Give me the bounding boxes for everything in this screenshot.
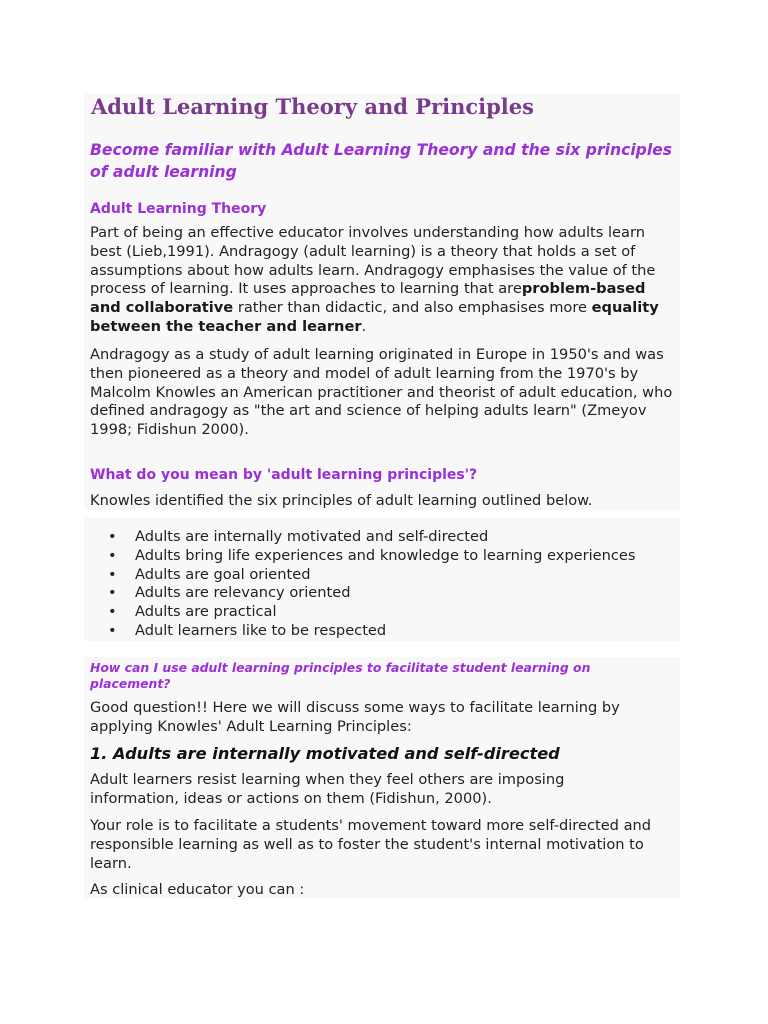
theory-paragraph [90, 224, 680, 337]
page-title: Adult Learning Theory and Principles [91, 94, 534, 119]
facilitate-question: How can I use adult learning principles to facilitate student learning on placement? [90, 660, 591, 691]
list-item: • Adults are internally motivated and self-directed [135, 528, 636, 547]
list-item: • Adults are practical [135, 603, 636, 622]
principle-1-paragraph-role: Your role is to facilitate a students' movement toward more self-directed and responsible learning as well as to foster the student's internal motivation to learn. [90, 817, 652, 872]
theory-text-3: . [361, 317, 367, 335]
list-item: • Adults are relevancy oriented [135, 584, 636, 603]
theory-text-2: rather than didactic, and also emphasises more [233, 299, 592, 317]
principle-1-heading: 1. Adults are internally motivated and self-directed [90, 744, 560, 763]
principles-question [90, 466, 477, 484]
list-item: • Adults are goal oriented [135, 566, 636, 585]
andragogy-paragraph: Andragogy as a study of adult learning originated in Europe in 1950's and was then pioneered as a theory and model of adult learning from the 1970's by Malcolm Knowles an American practitioner and theorist of adult education, who defined andragogy as "the art and science of helping adults learn" (Zmeyov 1998; Fidishun 2000). [90, 346, 673, 439]
principles-intro: Knowles identified the six principles of adult learning outlined below. [90, 492, 593, 509]
principle-1-paragraph-clinical: As clinical educator you can : [90, 881, 305, 898]
principles-question-rest: hat do you mean by 'adult learning principles'? [105, 467, 478, 483]
principles-question-initial: W [90, 467, 106, 483]
page-subtitle: Become familiar with Adult Learning Theory and the six principles of adult learning [90, 141, 673, 181]
list-item: • Adult learners like to be respected [135, 622, 636, 641]
list-item: • Adults bring life experiences and knowledge to learning experiences [135, 547, 636, 566]
theory-bold-equality: equality between the teacher and learner [90, 299, 659, 335]
theory-text-1: Part of being an effective educator involves understanding how adults learn best (Lieb,1991). Andragogy (adult learning) is a theory that holds a set of assumptions about how adults learn. Andragogy emphasises the value of the process of learning. It uses approaches to learning that are [90, 224, 656, 298]
facilitate-intro: Good question!! Here we will discuss some ways to facilitate learning by applying Knowles' Adult Learning Principles: [90, 699, 620, 735]
principle-1-paragraph-resist: Adult learners resist learning when they feel others are imposing information, ideas or actions on them (Fidishun, 2000). [90, 771, 565, 807]
theory-bold-problem-based: problem-based and collaborative [90, 280, 646, 317]
section-heading-theory: Adult Learning Theory [90, 201, 267, 217]
principles-list [90, 528, 636, 641]
